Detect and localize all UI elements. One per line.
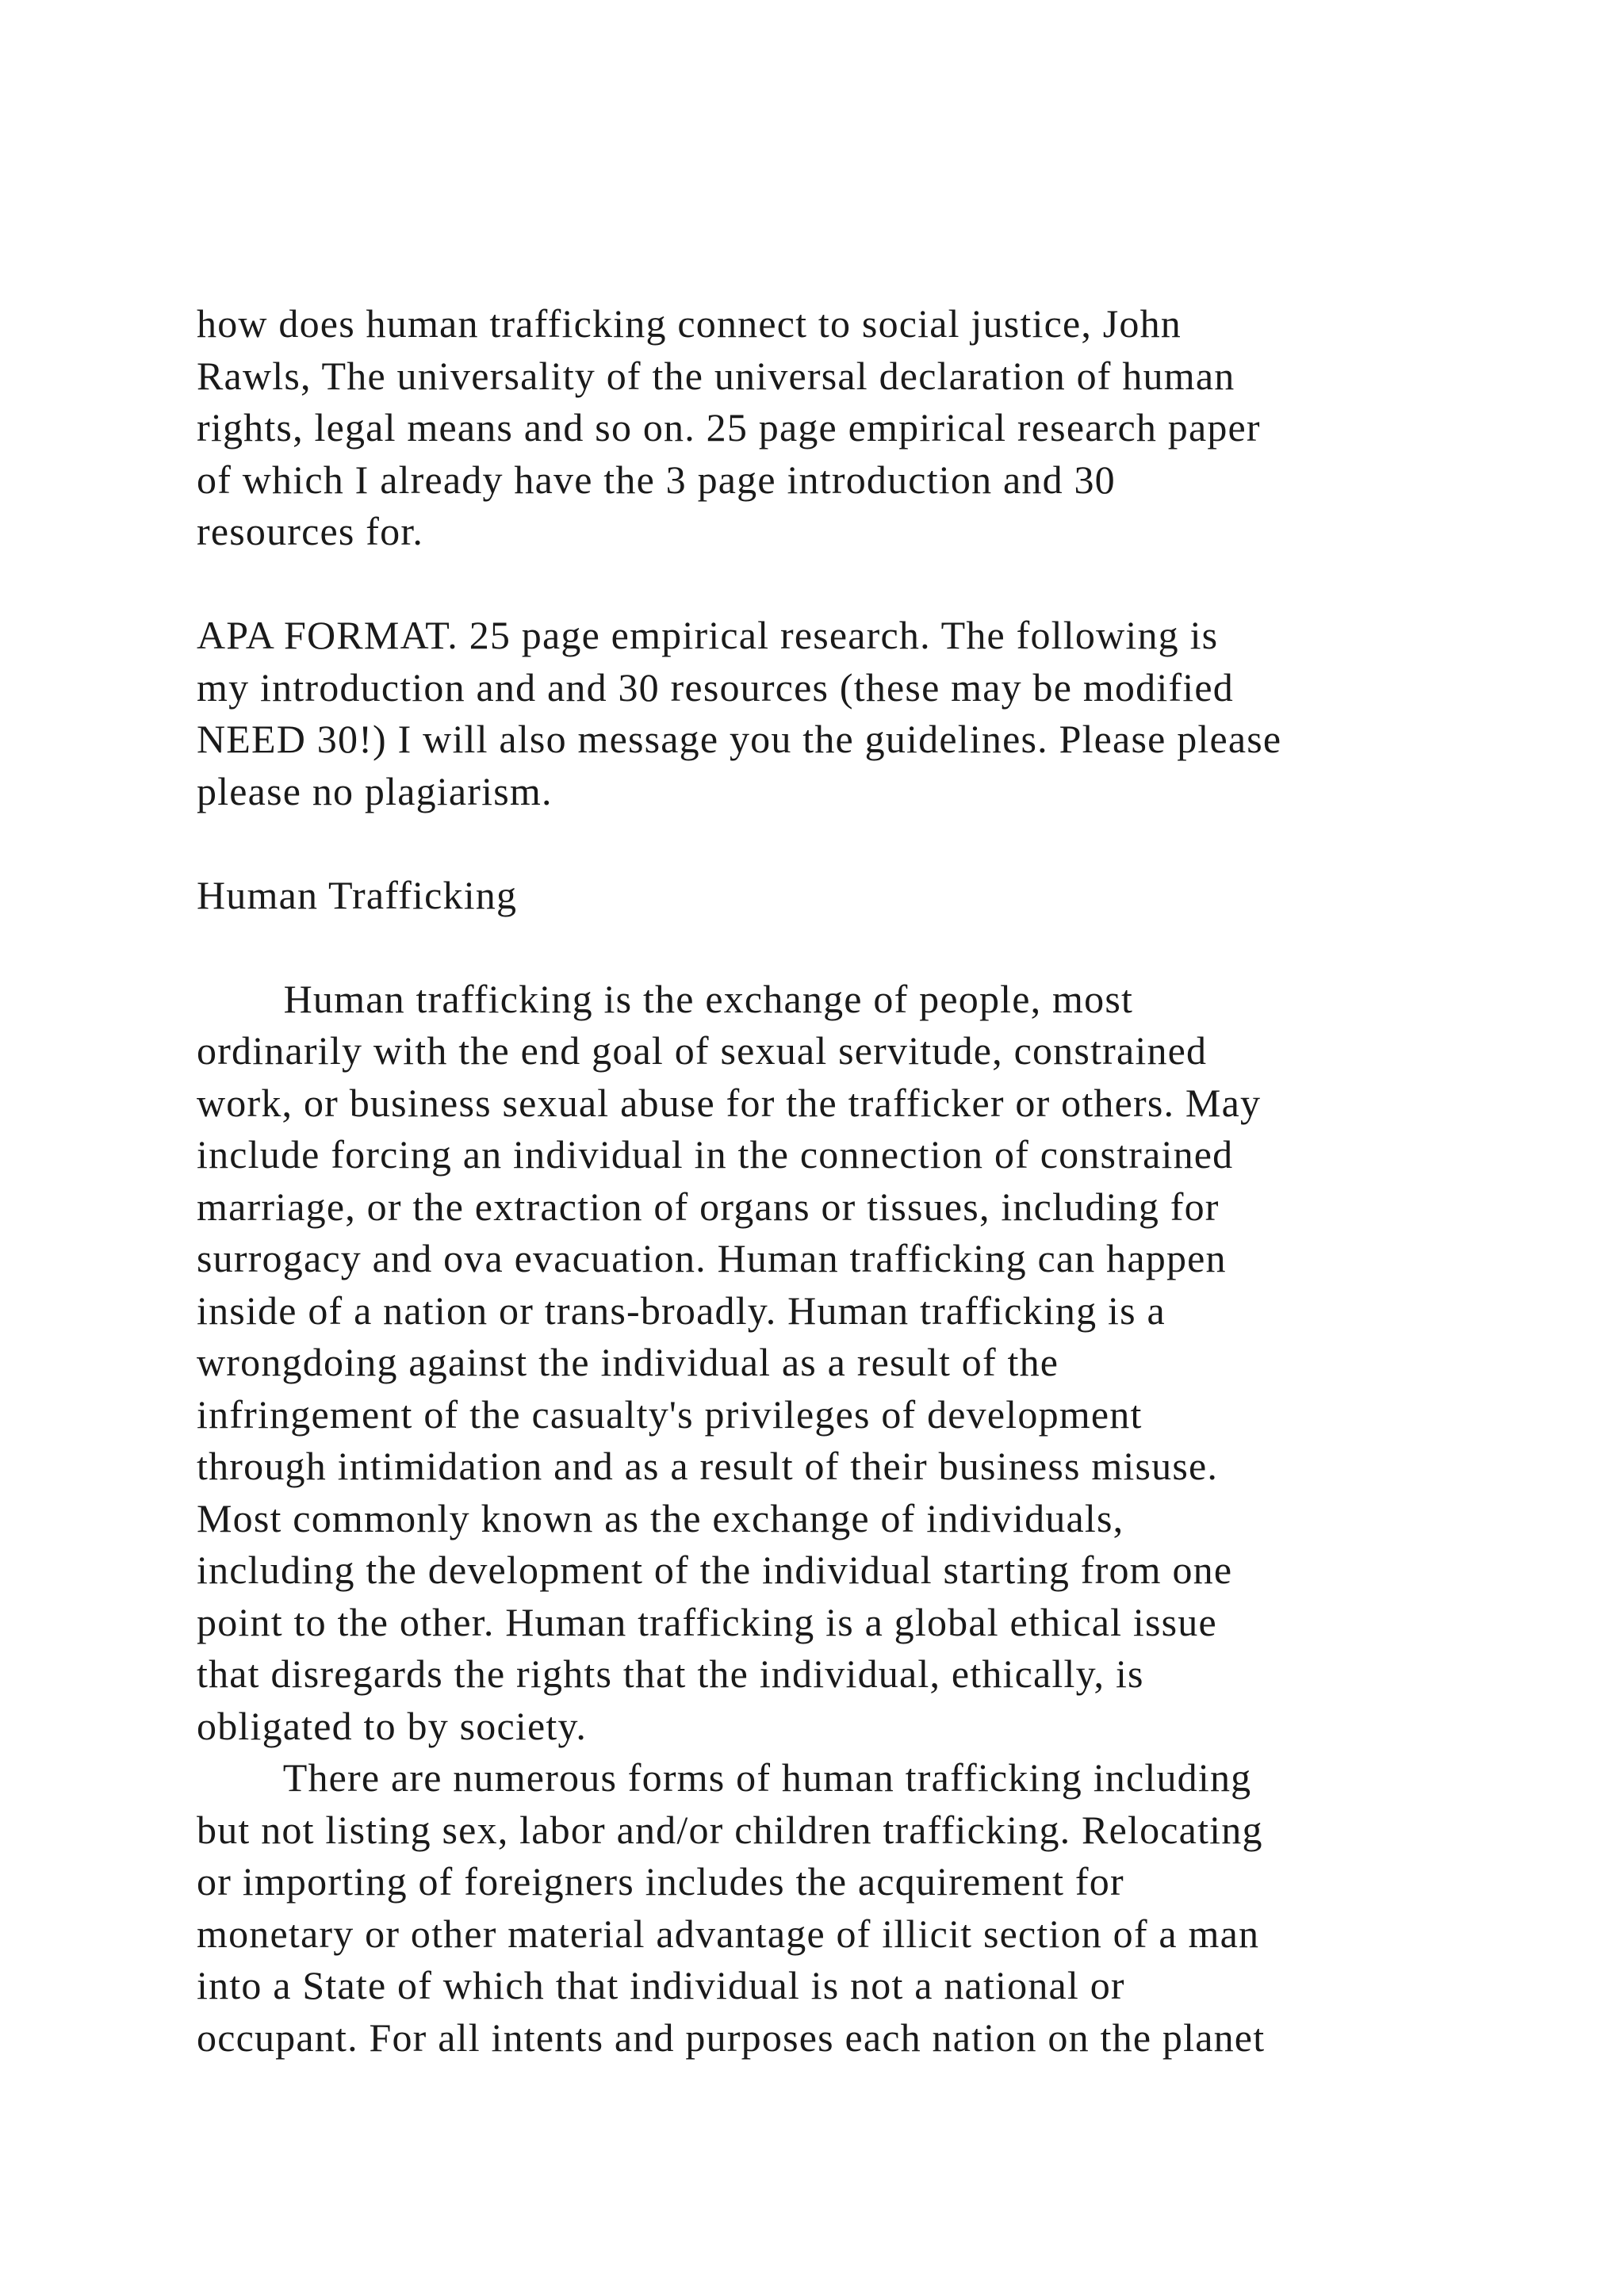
text-line: that disregards the rights that the individual, ethically, is xyxy=(197,1651,1144,1696)
text-line: include forcing an individual in the connection of constrained xyxy=(197,1132,1234,1177)
text-line: my introduction and and 30 resources (these may be modified xyxy=(197,664,1234,710)
text-line: into a State of which that individual is not a national or xyxy=(197,1963,1125,2007)
text-line: please no plagiarism. xyxy=(197,768,553,813)
text-line: rights, legal means and so on. 25 page empirical research paper xyxy=(197,405,1261,450)
text-line: through intimidation and as a result of their business misuse. xyxy=(197,1444,1219,1488)
paragraph-gap xyxy=(197,817,1561,870)
text-line: resources for. xyxy=(197,509,424,553)
text-line: surrogacy and ova evacuation. Human trafficking can happen xyxy=(197,1236,1227,1280)
text-line: monetary or other material advantage of illicit section of a man xyxy=(197,1911,1260,1956)
text-line: of which I already have the 3 page introduction and 30 xyxy=(197,457,1116,502)
text-line: obligated to by society. xyxy=(197,1703,588,1748)
text-line: work, or business sexual abuse for the trafficker or others. May xyxy=(197,1080,1262,1125)
text-line: Human trafficking is the exchange of people, most xyxy=(197,976,1134,1021)
paragraph-gap xyxy=(197,921,1561,974)
text-line: Rawls, The universality of the universal declaration of human xyxy=(197,353,1235,398)
text-line: how does human trafficking connect to social justice, John xyxy=(197,301,1182,346)
text-line: including the development of the individual starting from one xyxy=(197,1548,1233,1592)
text-line: APA FORMAT. 25 page empirical research. The following is xyxy=(197,613,1219,657)
text-line: point to the other. Human trafficking is a global ethical issue xyxy=(197,1599,1217,1644)
text-line: NEED 30!) I will also message you the guidelines. Please please xyxy=(197,717,1282,761)
text-line: marriage, or the extraction of organs or tissues, including for xyxy=(197,1184,1220,1229)
text-line: or importing of foreigners includes the acquirement for xyxy=(197,1859,1124,1904)
text-line: but not listing sex, labor and/or children trafficking. Relocating xyxy=(197,1807,1263,1852)
text-line: infringement of the casualty's privileges of development xyxy=(197,1391,1143,1437)
text-line: Most commonly known as the exchange of individuals, xyxy=(197,1495,1124,1540)
text-line: wrongdoing against the individual as a result of the xyxy=(197,1340,1059,1384)
section-heading: Human Trafficking xyxy=(197,872,518,917)
document-body xyxy=(197,298,1561,2064)
text-line: ordinarily with the end goal of sexual servitude, constrained xyxy=(197,1028,1208,1073)
paragraph-gap xyxy=(197,558,1561,610)
text-line: There are numerous forms of human trafficking including xyxy=(197,1755,1252,1800)
text-line: inside of a nation or trans-broadly. Human trafficking is a xyxy=(197,1288,1166,1333)
text-line: occupant. For all intents and purposes each nation on the planet xyxy=(197,2015,1266,2060)
